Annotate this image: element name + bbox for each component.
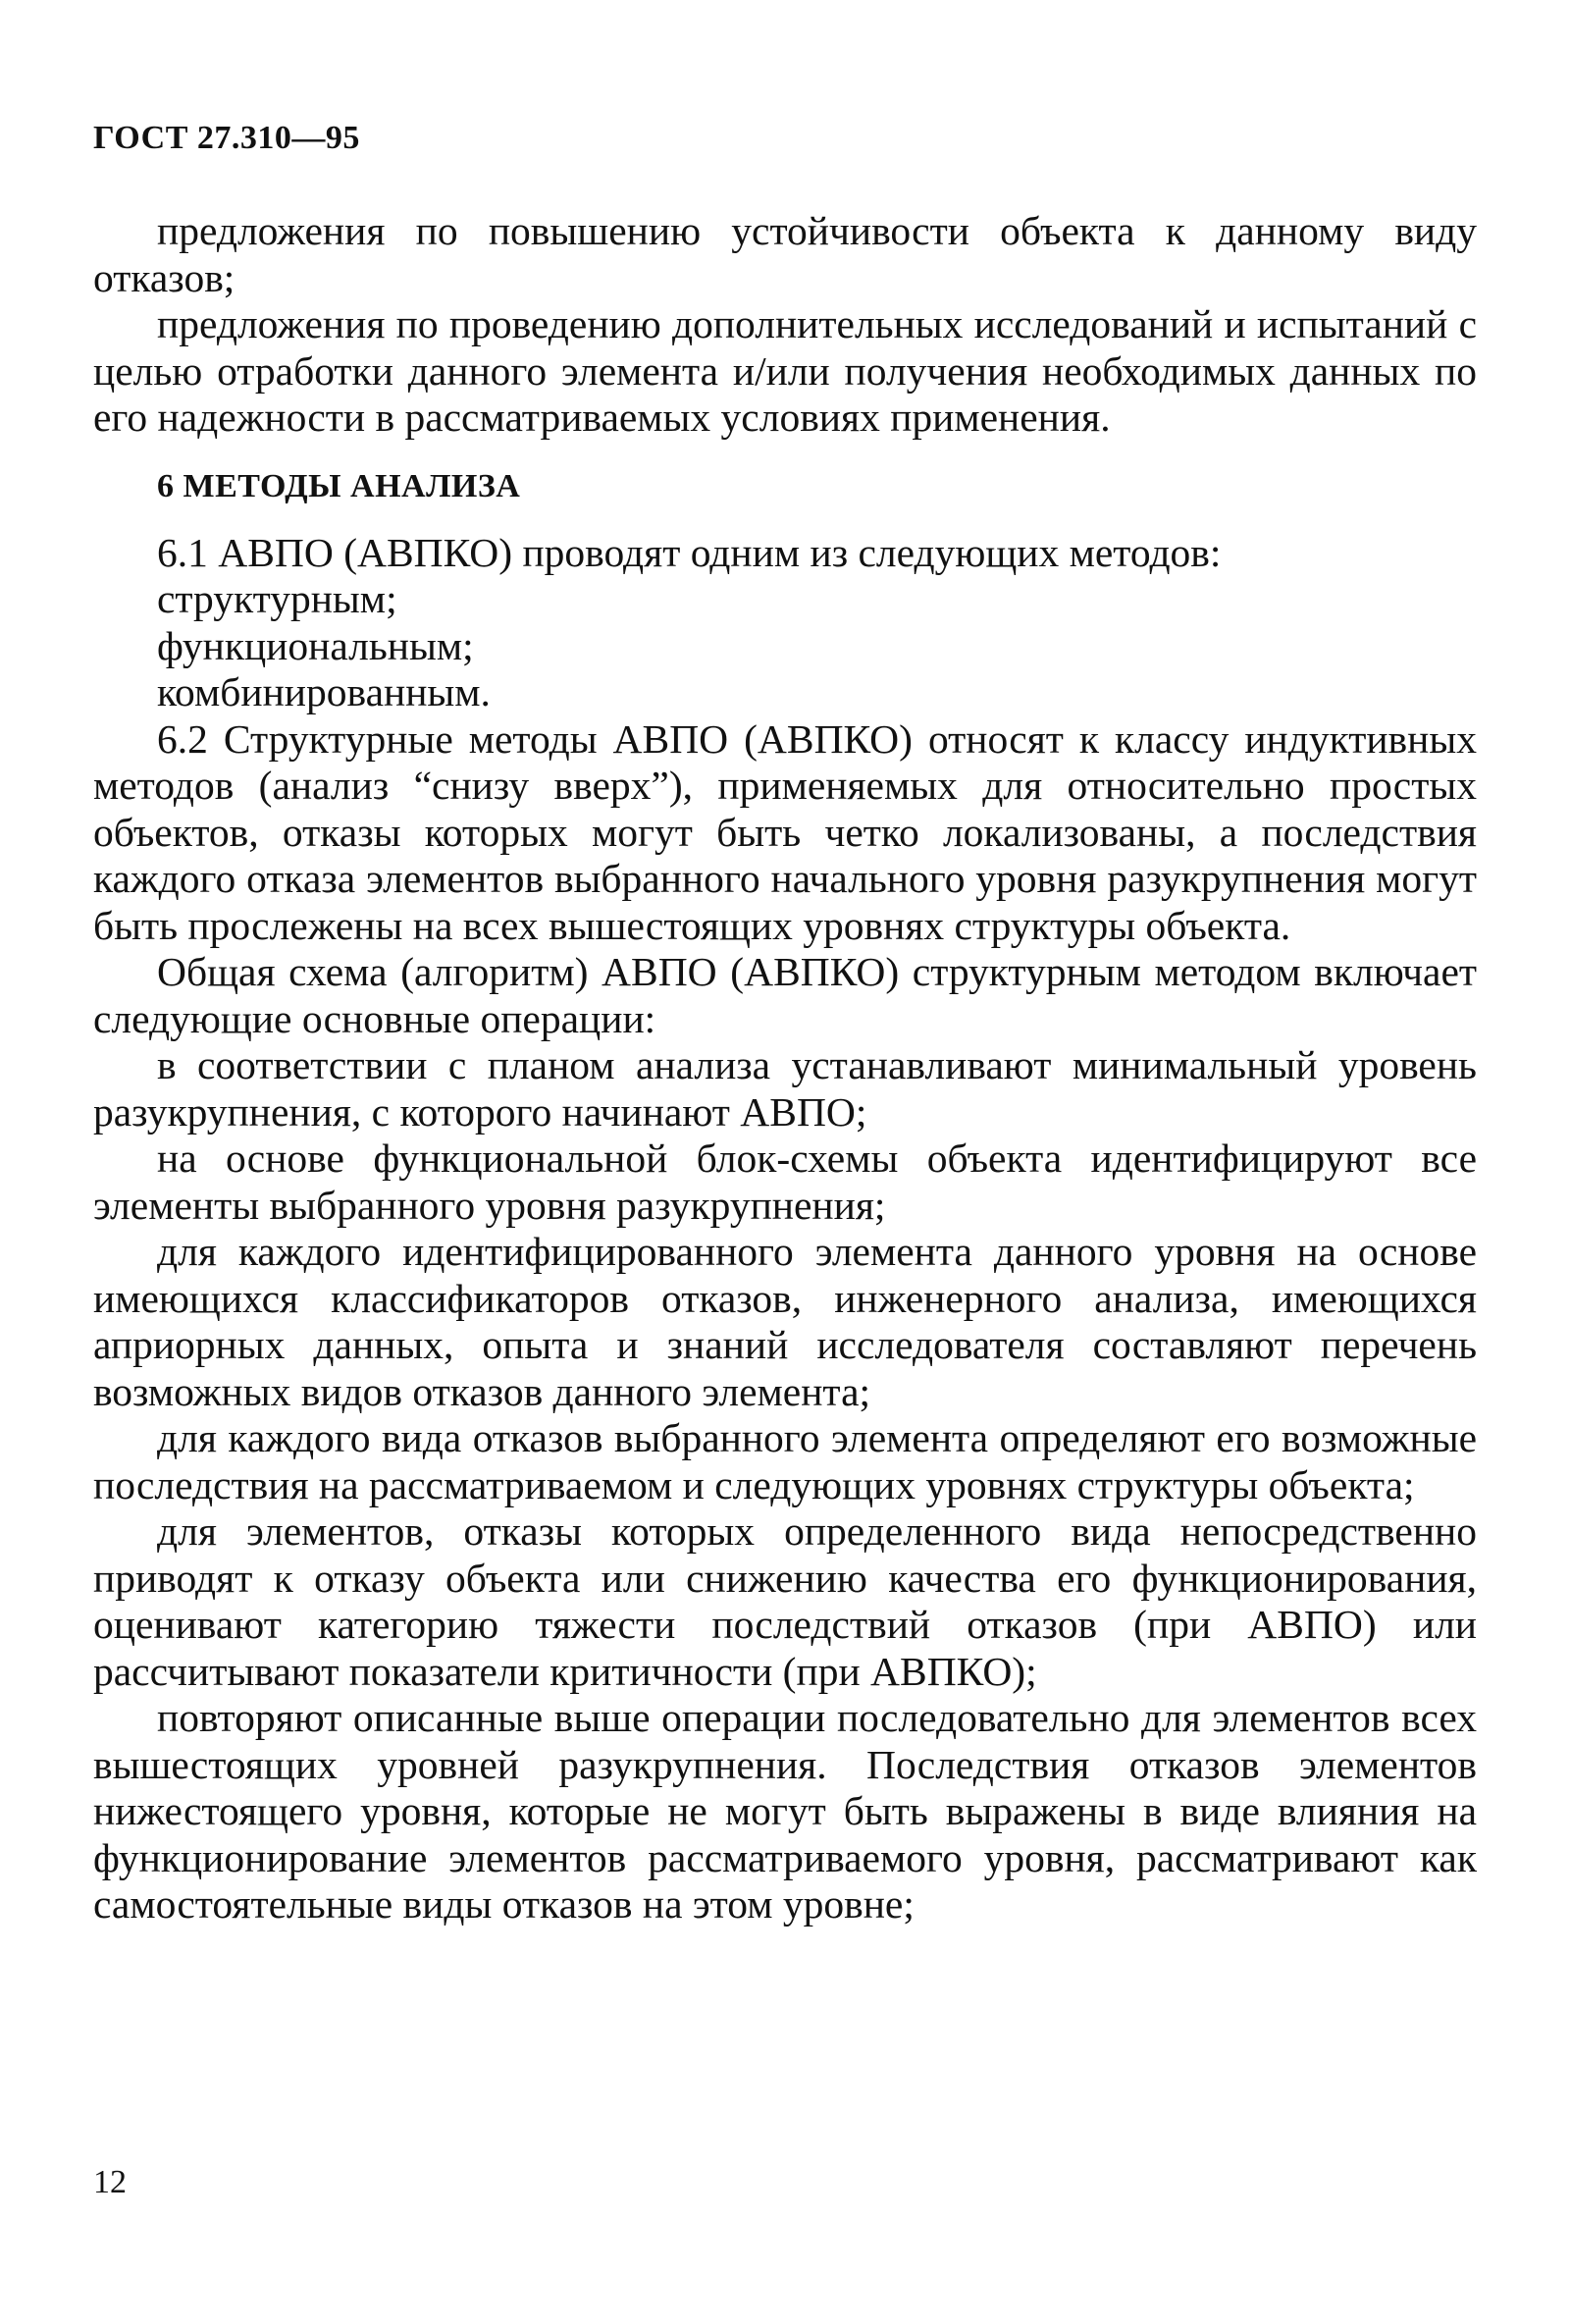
paragraph: на основе функциональной блок-схемы объекта идентифицируют все элементы выбранного уровня разукрупнения; <box>93 1136 1477 1228</box>
list-item: структурным; <box>157 576 397 621</box>
body-text <box>93 208 1477 1928</box>
paragraph: для каждого вида отказов выбранного элемента определяют его возможные последствия на рассматриваемом и следующих уровнях структуры объекта; <box>93 1415 1477 1507</box>
paragraph: в соответствии с планом анализа устанавливают минимальный уровень разукрупнения, с которого начинают АВПО; <box>93 1042 1477 1135</box>
paragraph: для каждого идентифицированного элемента данного уровня на основе имеющихся классификаторов отказов, инженерного анализа, имеющихся априорных данных, опыта и знаний исследователя составляют перечень возможных видов отказов данного элемента; <box>93 1229 1477 1414</box>
page-number: 12 <box>93 2164 127 2200</box>
paragraph: повторяют описанные выше операции последовательно для элементов всех вышестоящих уровней разукрупнения. Последствия отказов элементов нижестоящего уровня, которые не могут быть выражены в виде влияния на функционирование элементов рассматриваемого уровня, рассматривают как самостоятельные виды отказов на этом уровне; <box>93 1695 1477 1927</box>
paragraph: 6.1 АВПО (АВПКО) проводят одним из следующих методов: <box>157 529 1222 575</box>
section-title: 6 МЕТОДЫ АНАЛИЗА <box>157 467 521 504</box>
paragraph: предложения по повышению устойчивости объекта к данному виду отказов; <box>93 208 1477 300</box>
paragraph: предложения по проведению дополнительных исследований и испытаний с целью отработки данного элемента и/или получения необходимых данных по его надежности в рассматриваемых условиях применения. <box>93 301 1477 440</box>
paragraph: для элементов, отказы которых определенного вида непосредственно приводят к отказу объекта или снижению качества его функционирования, оценивают категорию тяжести последствий отказов (при АВПО) или рассчитывают показатели критичности (при АВПКО); <box>93 1508 1477 1694</box>
paragraph: 6.2 Структурные методы АВПО (АВПКО) относят к классу индуктивных методов (анализ “снизу вверх”), применяемых для относительно простых объектов, отказы которых могут быть четко локализованы, а последствия каждого отказа элементов выбранного начального уровня разукрупнения могут быть прослежены на всех вышестоящих уровнях структуры объекта. <box>93 715 1477 948</box>
document-header: ГОСТ 27.310—95 <box>93 120 360 156</box>
list-item: функциональным; <box>157 622 474 668</box>
list-item: комбинированным. <box>157 669 491 714</box>
paragraph: Общая схема (алгоритм) АВПО (АВПКО) структурным методом включает следующие основные операции: <box>93 949 1477 1041</box>
